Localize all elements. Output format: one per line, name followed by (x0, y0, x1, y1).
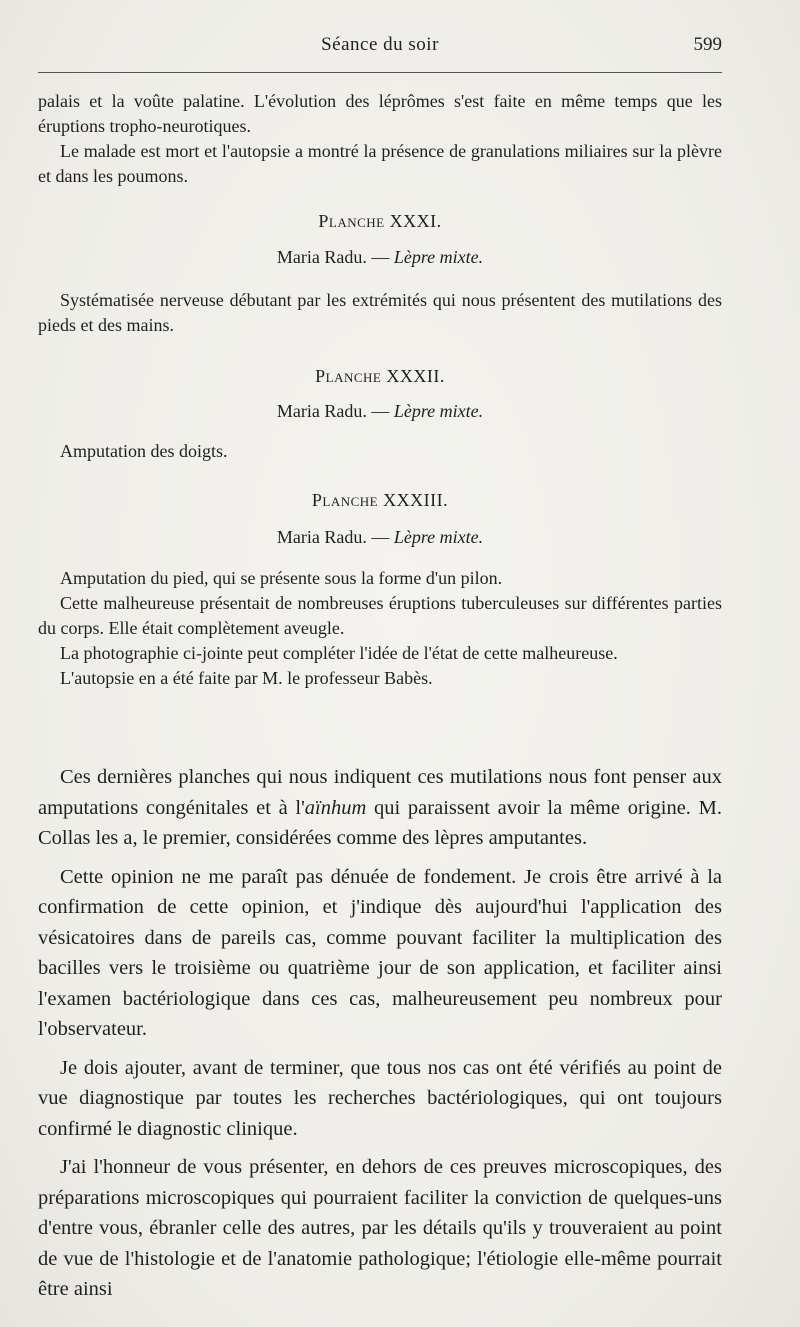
plate-33-eruptions: Cette malheureuse présentait de nombreuses éruptions tuberculeuses sur différentes parties du corps. Elle était complètement aveugle. (38, 593, 722, 638)
plate-33-caption (38, 525, 722, 550)
plate-33-text-block (38, 566, 722, 691)
ainhum-term: aïnhum (304, 796, 367, 819)
body-paragraph-3: Je dois ajouter, avant de terminer, que tous nos cas ont été vérifiés au point de vue diagnostique par toutes les recherches bactériologiques, qui ont toujours confirmé le diagnostic clinique. (38, 1056, 722, 1140)
case-description (38, 89, 722, 189)
plate-33-autopsy: L'autopsie en a été faite par M. le professeur Babès. (60, 668, 433, 688)
plate-32-section (38, 364, 722, 389)
body-paragraph-4: J'ai l'honneur de vous présenter, en dehors de ces preuves microscopiques, des préparations microscopiques qui pourraient faciliter la conviction de quelques-uns d'entre vous, ébranler celle des autres, par les détails qu'ils y trouveraient au point de vue de l'histologie et de l'anatomie pathologique; l'étiologie elle-même pourrait être ainsi (38, 1156, 722, 1300)
plate-31-diagnosis: Lèpre mixte. (393, 247, 484, 267)
plate-33-heading: Planche XXXIII. (311, 490, 449, 510)
plate-32-subject (38, 399, 722, 424)
plate-31-text-block (38, 288, 722, 338)
plate-33-patient-name: Maria Radu. — (276, 527, 394, 547)
body-paragraph-1-start: Ces dernières planches qui nous indiquent ces mutilations nous font penser aux amputations congénitales et à l' (38, 766, 722, 819)
plate-31-section (38, 209, 722, 234)
page-header (38, 26, 722, 73)
plate-33-photograph: La photographie ci-jointe peut compléter l'idée de l'état de cette malheureuse. (60, 643, 618, 663)
plate-31-caption (38, 245, 722, 270)
autopsy-paragraph: Le malade est mort et l'autopsie a montré la présence de granulations miliaires sur la plèvre et dans les poumons. (38, 141, 722, 186)
plate-33-section (38, 488, 722, 513)
plate-31-heading: Planche XXXI. (318, 211, 442, 231)
plate-32-text-block (38, 439, 722, 464)
plate-31-description: Systématisée nerveuse débutant par les extrémités qui nous présentent des mutilations des pieds et des mains. (38, 290, 722, 335)
plate-32-diagnosis: Lèpre mixte. (393, 401, 484, 421)
plate-33-subject (38, 525, 722, 550)
plate-32-description: Amputation des doigts. (60, 441, 228, 461)
body-paragraph-1 (38, 762, 722, 854)
plate-32-caption (38, 399, 722, 424)
plate-32-patient-name: Maria Radu. — (276, 401, 394, 421)
continuation-paragraph: palais et la voûte palatine. L'évolution des léprômes s'est faite en même temps que les éruptions tropho-neurotiques. (38, 91, 722, 136)
running-title: Séance du soir (321, 34, 439, 55)
plate-31-patient-name: Maria Radu. — (276, 247, 394, 267)
body-paragraph-1-end: qui paraissent avoir la même origine. M. Collas les a, le premier, considérées comme des lèpres amputantes. (38, 796, 722, 849)
plate-33-amputation: Amputation du pied, qui se présente sous la forme d'un pilon. (60, 568, 503, 588)
main-body-text (38, 762, 722, 1313)
plate-32-heading: Planche XXXII. (315, 366, 445, 386)
plate-33-diagnosis: Lèpre mixte. (393, 527, 484, 547)
plate-31-subject (38, 245, 722, 270)
page-number: 599 (693, 34, 722, 55)
body-paragraph-2: Cette opinion ne me paraît pas dénuée de fondement. Je crois être arrivé à la confirmation de cette opinion, et j'indique dès aujourd'hui l'application des vésicatoires dans de pareils cas, comme pouvant faciliter la multiplication des bacilles vers le troisième ou quatrième jour de son application, et faciliter ainsi l'examen bactériologique dans ces cas, malheureusement peu nombreux pour l'observateur. (38, 865, 722, 1040)
